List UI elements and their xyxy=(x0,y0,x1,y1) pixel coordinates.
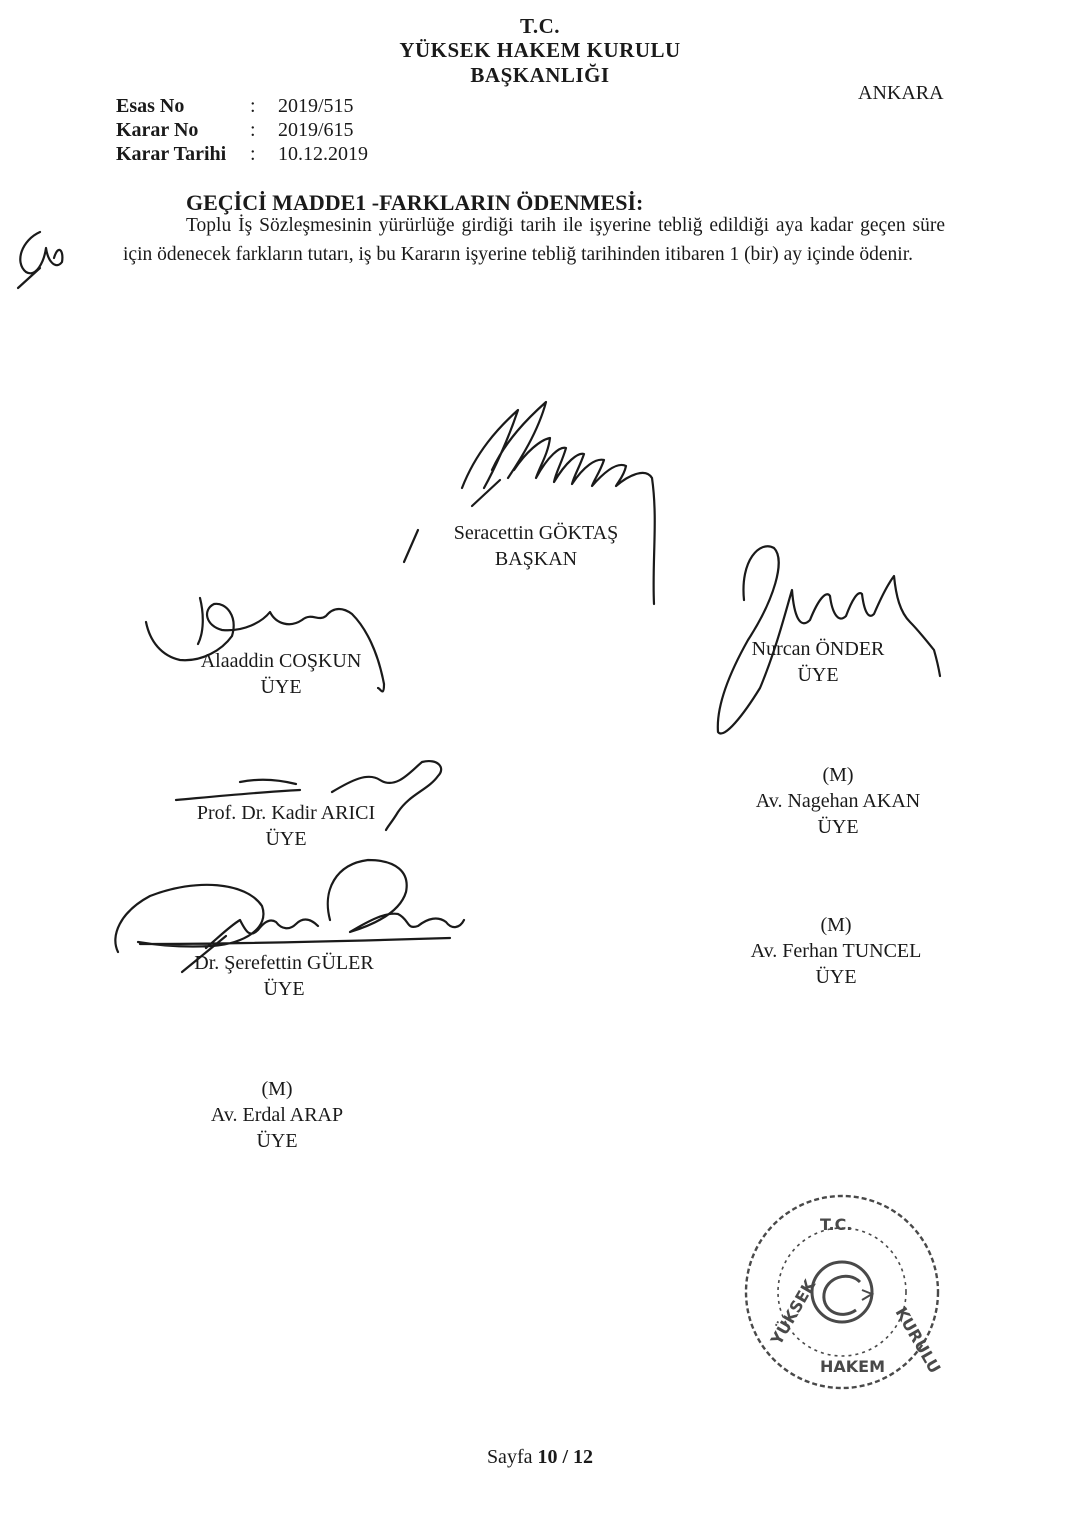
section-body: Toplu İş Sözleşmesinin yürürlüğe girdiği tarih ile işyerine tebliğ edildiği aya kadar geçen süre için ödenecek farkların tutarı, iş bu Kararın işyerine tebliğ tarihinden itibaren 1 (bir) ay içinde ödenir. xyxy=(123,215,945,265)
signatory-onder xyxy=(722,636,914,688)
signatory-role: ÜYE xyxy=(260,676,302,698)
signatory-role: ÜYE xyxy=(265,828,307,850)
footer-page-number: 10 / 12 xyxy=(537,1446,594,1468)
meta-value: 10.12.2019 xyxy=(278,143,368,165)
signatory-mark: (M) xyxy=(822,764,854,786)
footer-prefix: Sayfa xyxy=(486,1446,533,1468)
header-city: ANKARA xyxy=(858,82,944,104)
meta-row-tarih xyxy=(116,143,368,166)
chair-signature xyxy=(462,402,655,604)
signatory-role: ÜYE xyxy=(256,1130,298,1152)
meta-value: 2019/615 xyxy=(278,119,354,141)
signatory-tuncel xyxy=(726,912,946,990)
signatory-name: Seracettin GÖKTAŞ xyxy=(453,522,619,544)
header-presidency: BAŞKANLIĞI xyxy=(470,63,610,87)
signatory-name: Av. Nagehan AKAN xyxy=(755,790,921,812)
guler-signature xyxy=(115,860,464,952)
signatory-name: Av. Ferhan TUNCEL xyxy=(750,940,922,962)
seal-letters-right: KURULU xyxy=(891,1303,945,1377)
meta-label: Esas No xyxy=(116,95,185,117)
header-tc: T.C. xyxy=(519,14,561,38)
margin-initial-mark xyxy=(20,232,62,273)
signatory-coskun xyxy=(176,648,386,700)
signatory-role: ÜYE xyxy=(797,664,839,686)
signatory-role: ÜYE xyxy=(817,816,859,838)
signatory-arap xyxy=(167,1076,387,1154)
chair-dash xyxy=(404,530,418,562)
signatory-name: Dr. Şerefettin GÜLER xyxy=(194,952,374,974)
official-seal xyxy=(746,1196,945,1388)
signatory-name: Alaaddin COŞKUN xyxy=(200,650,362,672)
seal-letters-bottom: HAKEM xyxy=(820,1357,886,1376)
signatory-role: ÜYE xyxy=(815,966,857,988)
signatory-chair xyxy=(428,520,644,572)
meta-colon: : xyxy=(250,143,256,165)
signatory-name: Av. Erdal ARAP xyxy=(210,1104,344,1126)
margin-stroke xyxy=(18,268,40,288)
chair-flourish xyxy=(472,480,500,506)
signatory-arici xyxy=(176,800,396,852)
meta-row-karar xyxy=(116,119,354,142)
signatory-mark: (M) xyxy=(820,914,852,936)
meta-colon: : xyxy=(250,95,256,117)
signatory-name: Nurcan ÖNDER xyxy=(751,638,885,660)
seal-letters-top: T.C. xyxy=(820,1215,853,1234)
seal-letters-left: YÜKSEK xyxy=(766,1276,820,1349)
meta-value: 2019/515 xyxy=(278,95,354,117)
signatory-mark: (M) xyxy=(261,1078,293,1100)
coskun-stroke xyxy=(198,598,203,644)
section-title: GEÇİCİ MADDE1 -FARKLARIN ÖDENMESİ: xyxy=(186,190,644,215)
meta-row-esas xyxy=(116,95,354,118)
page-footer xyxy=(0,1446,1080,1469)
meta-colon: : xyxy=(250,119,256,141)
signatory-name: Prof. Dr. Kadir ARICI xyxy=(196,802,376,824)
header-institution: YÜKSEK HAKEM KURULU xyxy=(399,38,681,62)
signatory-akan xyxy=(728,762,948,840)
signatory-guler xyxy=(174,950,394,1002)
meta-label: Karar No xyxy=(116,119,199,141)
signatory-role: BAŞKAN xyxy=(494,548,578,570)
signatory-role: ÜYE xyxy=(263,978,305,1000)
meta-label: Karar Tarihi xyxy=(116,143,227,165)
